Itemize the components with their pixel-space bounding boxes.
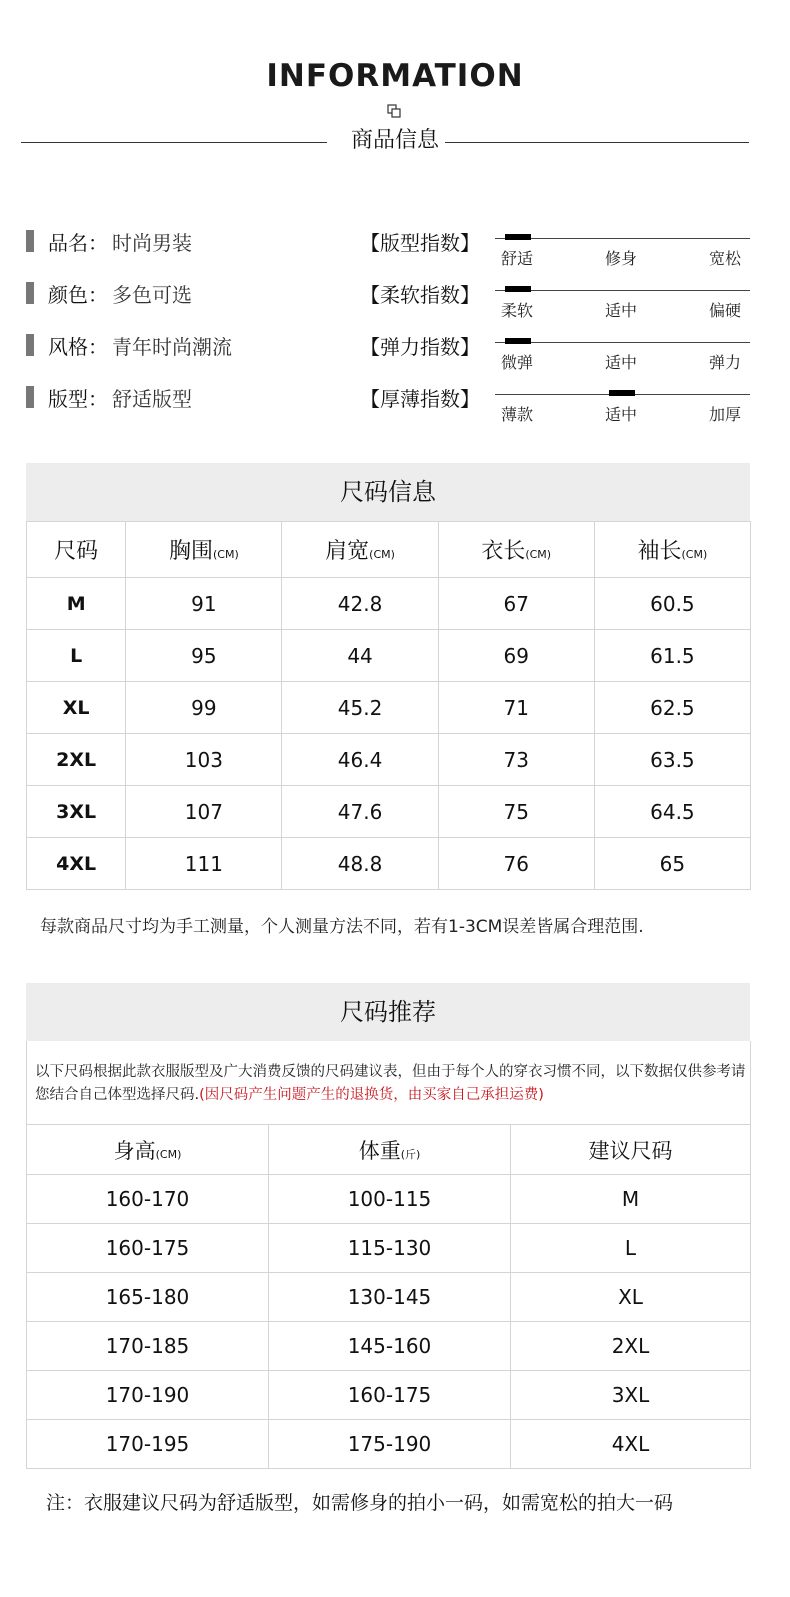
section-subtitle: 商品信息 [350, 128, 439, 153]
table-cell: 91 [126, 578, 282, 630]
table-row [27, 1273, 751, 1322]
table-header-row [27, 1125, 751, 1175]
scale-label-low: 柔软 [501, 301, 534, 320]
info-value: 青年时尚潮流 [112, 335, 232, 359]
table-row [27, 1224, 751, 1273]
column-header [27, 522, 126, 578]
header-label: 体重 [358, 1138, 401, 1163]
column-header [282, 522, 438, 578]
info-separator: ： [88, 283, 108, 307]
recommend-description [35, 1061, 749, 1107]
info-value: 多色可选 [112, 283, 192, 307]
measurement-note: 每款商品尺寸均为手工测量，个人测量方法不同，若有1-3CM误差皆属合理范围. [40, 917, 644, 937]
info-label: 版型 [48, 387, 88, 411]
header-label: 胸围 [169, 539, 214, 564]
table-row [27, 1371, 751, 1420]
scale-label-low: 薄款 [501, 405, 534, 424]
scale-marker [505, 234, 531, 240]
unit-label: (斤) [400, 1147, 421, 1161]
scale-label-high: 宽松 [709, 249, 742, 268]
column-header [438, 522, 594, 578]
height-cell: 170-190 [27, 1371, 269, 1420]
table-row [27, 630, 751, 682]
table-cell: 99 [126, 682, 282, 734]
column-header [594, 522, 750, 578]
table-cell: 47.6 [282, 786, 438, 838]
column-header [511, 1125, 751, 1175]
index-scale-elasticity [495, 336, 750, 382]
height-cell: 170-195 [27, 1420, 269, 1469]
table-cell: 44 [282, 630, 438, 682]
size-cell: 2XL [511, 1322, 751, 1371]
table-cell: 67 [438, 578, 594, 630]
table-cell: 60.5 [594, 578, 750, 630]
table-cell: 69 [438, 630, 594, 682]
info-separator: ： [88, 335, 108, 359]
index-scale-fit [495, 232, 750, 278]
table-cell: 76 [438, 838, 594, 890]
scale-label-mid: 修身 [605, 249, 638, 268]
description-text: 以下尺码根据此款衣服版型及广大消费反馈的尺码建议表，但由于每个人的穿衣习惯不同，以下数据仅供参考请您结合自己体型选择尺码. [35, 1064, 746, 1103]
unit-label: (CM) [369, 548, 395, 561]
unit-label: (CM) [681, 548, 708, 561]
scale-label-mid: 适中 [605, 353, 638, 372]
size-cell: XL [511, 1273, 751, 1322]
weight-cell: 175-190 [269, 1420, 511, 1469]
table-row [27, 682, 751, 734]
weight-cell: 100-115 [269, 1175, 511, 1224]
info-label: 颜色 [48, 283, 88, 307]
table-cell: 103 [126, 734, 282, 786]
index-title-elasticity: 【弹力指数】 [360, 335, 480, 359]
height-cell: 160-170 [27, 1175, 269, 1224]
table-cell: 64.5 [594, 786, 750, 838]
unit-label: (CM) [213, 548, 239, 561]
header-label: 衣长 [481, 539, 526, 564]
table-cell: 45.2 [282, 682, 438, 734]
size-recommend-heading: 尺码推荐 [26, 983, 750, 1041]
unit-label: (CM) [525, 548, 552, 561]
height-cell: 165-180 [27, 1273, 269, 1322]
divider-right [445, 142, 749, 143]
column-header [27, 1125, 269, 1175]
overlap-squares-icon [387, 104, 401, 118]
table-cell: 61.5 [594, 630, 750, 682]
size-cell: M [511, 1175, 751, 1224]
table-row [27, 1420, 751, 1469]
scale-label-high: 加厚 [709, 405, 742, 424]
info-label: 风格 [48, 335, 88, 359]
info-value: 舒适版型 [112, 387, 192, 411]
column-header [126, 522, 282, 578]
size-cell: L [27, 630, 126, 682]
table-cell: 95 [126, 630, 282, 682]
table-cell: 46.4 [282, 734, 438, 786]
divider-left [21, 142, 327, 143]
weight-cell: 160-175 [269, 1371, 511, 1420]
table-cell: 75 [438, 786, 594, 838]
scale-label-high: 偏硬 [709, 301, 742, 320]
info-bullet [26, 386, 34, 408]
weight-cell: 145-160 [269, 1322, 511, 1371]
scale-marker [505, 286, 531, 292]
fit-note: 注：衣服建议尺码为舒适版型，如需修身的拍小一码，如需宽松的拍大一码 [46, 1492, 674, 1514]
table-cell: 71 [438, 682, 594, 734]
table-cell: 65 [594, 838, 750, 890]
index-scale-softness [495, 284, 750, 330]
table-row [27, 734, 751, 786]
info-value: 时尚男装 [112, 231, 192, 255]
scale-marker [609, 390, 635, 396]
header-label: 尺码 [54, 539, 99, 564]
info-separator: ： [88, 231, 108, 255]
table-row [27, 1322, 751, 1371]
info-bullet [26, 230, 34, 252]
table-cell: 111 [126, 838, 282, 890]
scale-marker [505, 338, 531, 344]
header-label: 袖长 [637, 539, 682, 564]
table-row [27, 578, 751, 630]
table-row [27, 1175, 751, 1224]
size-table [26, 521, 751, 890]
height-cell: 170-185 [27, 1322, 269, 1371]
header-label: 肩宽 [325, 539, 370, 564]
info-separator: ： [88, 387, 108, 411]
scale-line [495, 290, 750, 291]
size-cell: M [27, 578, 126, 630]
size-cell: L [511, 1224, 751, 1273]
size-cell: 4XL [511, 1420, 751, 1469]
header-label: 建议尺码 [588, 1138, 673, 1163]
scale-label-low: 微弹 [501, 353, 534, 372]
size-cell: 2XL [27, 734, 126, 786]
scale-line [495, 238, 750, 239]
column-header [269, 1125, 511, 1175]
info-bullet [26, 282, 34, 304]
info-bullet [26, 334, 34, 356]
header-label: 身高 [113, 1138, 156, 1163]
weight-cell: 130-145 [269, 1273, 511, 1322]
scale-label-mid: 适中 [605, 405, 638, 424]
index-title-softness: 【柔软指数】 [360, 283, 480, 307]
size-cell: 4XL [27, 838, 126, 890]
scale-label-mid: 适中 [605, 301, 638, 320]
scale-line [495, 342, 750, 343]
recommend-table [26, 1124, 751, 1469]
index-title-thickness: 【厚薄指数】 [360, 387, 480, 411]
index-title-fit: 【版型指数】 [360, 231, 480, 255]
table-row [27, 838, 751, 890]
table-row [27, 786, 751, 838]
return-warning: (因尺码产生问题产生的退换货，由买家自己承担运费) [199, 1087, 544, 1103]
unit-label: (CM) [155, 1147, 182, 1161]
index-scale-thickness [495, 388, 750, 434]
size-cell: XL [27, 682, 126, 734]
table-cell: 107 [126, 786, 282, 838]
weight-cell: 115-130 [269, 1224, 511, 1273]
recommend-description-box [26, 1041, 751, 1124]
size-cell: 3XL [511, 1371, 751, 1420]
info-label: 品名 [48, 231, 88, 255]
table-cell: 63.5 [594, 734, 750, 786]
table-cell: 62.5 [594, 682, 750, 734]
size-info-heading: 尺码信息 [26, 463, 750, 521]
table-cell: 73 [438, 734, 594, 786]
table-header-row [27, 522, 751, 578]
size-cell: 3XL [27, 786, 126, 838]
scale-label-high: 弹力 [709, 353, 742, 372]
scale-label-low: 舒适 [501, 249, 534, 268]
table-cell: 42.8 [282, 578, 438, 630]
table-cell: 48.8 [282, 838, 438, 890]
page-title: INFORMATION [266, 58, 524, 94]
height-cell: 160-175 [27, 1224, 269, 1273]
